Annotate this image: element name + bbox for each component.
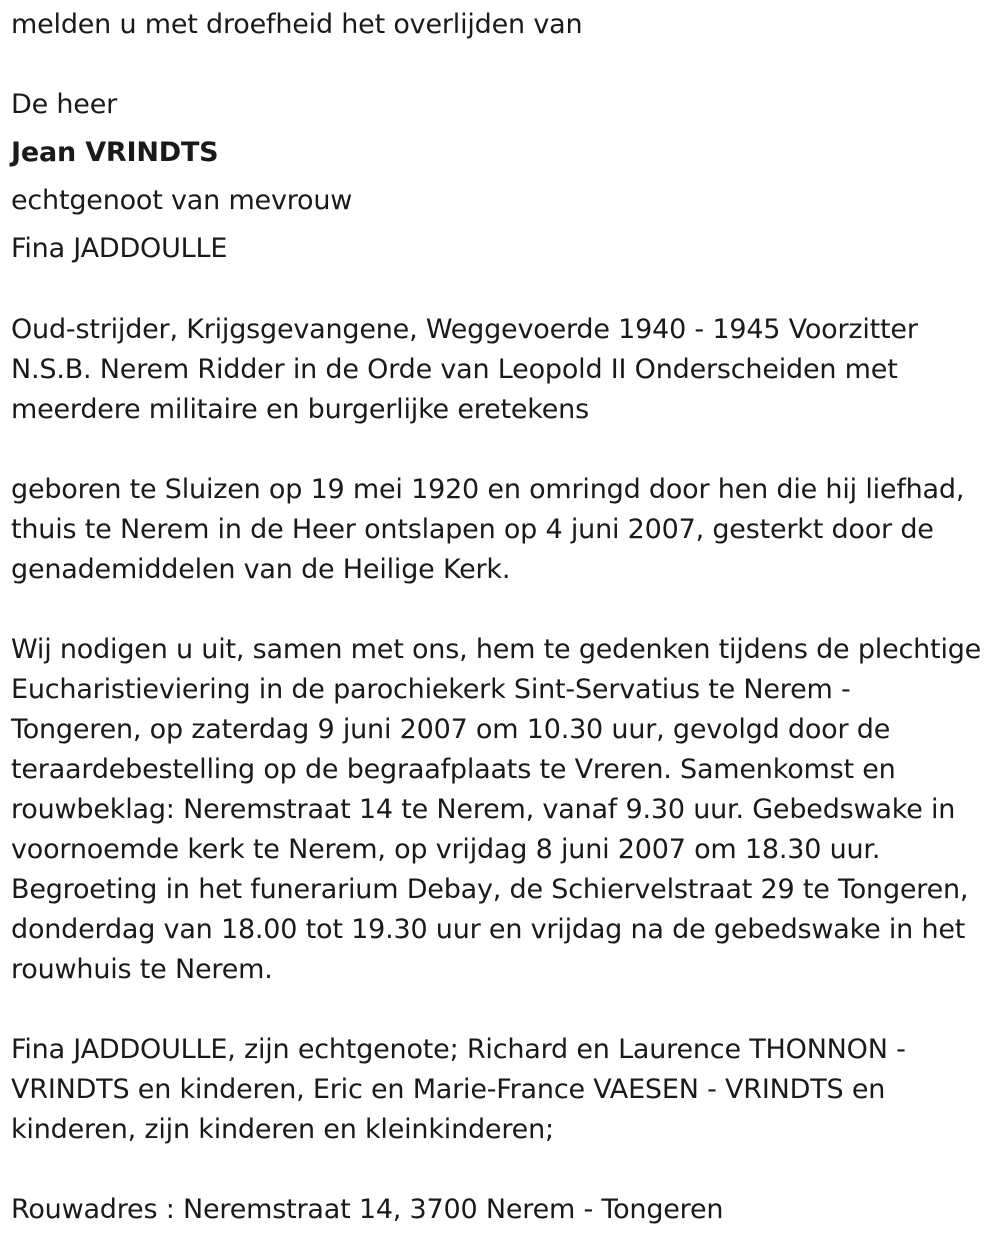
ceremony-line: donderdag van 18.00 tot 19.30 uur en vrijdag na de gebedswake in het <box>11 914 966 945</box>
intro-text: melden u met droefheid het overlijden van <box>11 9 583 40</box>
titles-paragraph <box>11 310 980 430</box>
titles-line: N.S.B. Nerem Ridder in de Orde van Leopold II Onderscheiden met <box>11 354 898 385</box>
birth-death-paragraph <box>11 470 980 590</box>
birth-death-line: geboren te Sluizen op 19 mei 1920 en omringd door hen die hij liefhad, <box>11 474 965 505</box>
family-paragraph <box>11 1030 980 1150</box>
ceremony-line: Begroeting in het funerarium Debay, de Schiervelstraat 29 te Tongeren, <box>11 874 969 905</box>
family-line: Fina JADDOULLE, zijn echtgenote; Richard en Laurence THONNON - <box>11 1034 906 1065</box>
birth-death-line: thuis te Nerem in de Heer ontslapen op 4 juni 2007, gesterkt door de <box>11 514 934 545</box>
family-line: kinderen, zijn kinderen en kleinkinderen; <box>11 1114 554 1145</box>
titles-line: Oud-strijder, Krijgsgevangene, Weggevoerde 1940 - 1945 Voorzitter <box>11 314 918 345</box>
ceremony-line: rouwhuis te Nerem. <box>11 954 273 985</box>
mourning-address: Rouwadres : Neremstraat 14, 3700 Nerem - Tongeren <box>11 1194 724 1225</box>
address-paragraph <box>11 1190 980 1230</box>
birth-death-line: genademiddelen van de Heilige Kerk. <box>11 554 511 585</box>
ceremony-line: Wij nodigen u uit, samen met ons, hem te gedenken tijdens de plechtige <box>11 634 982 665</box>
deceased-name: Jean VRINDTS <box>11 137 219 168</box>
ceremony-paragraph <box>11 630 980 990</box>
ceremony-line: Tongeren, op zaterdag 9 juni 2007 om 10.30 uur, gevolgd door de <box>11 714 891 745</box>
ceremony-line: voornoemde kerk te Nerem, op vrijdag 8 juni 2007 om 18.30 uur. <box>11 834 881 865</box>
salutation: De heer <box>11 89 118 120</box>
spouse-name: Fina JADDOULLE <box>11 233 228 264</box>
titles-line: meerdere militaire en burgerlijke eretekens <box>11 394 589 425</box>
ceremony-line: rouwbeklag: Neremstraat 14 te Nerem, vanaf 9.30 uur. Gebedswake in <box>11 794 956 825</box>
ceremony-line: teraardebestelling op de begraafplaats te Vreren. Samenkomst en <box>11 754 896 785</box>
family-line: VRINDTS en kinderen, Eric en Marie-France VAESEN - VRINDTS en <box>11 1074 886 1105</box>
ceremony-line: Eucharistieviering in de parochiekerk Sint-Servatius te Nerem - <box>11 674 851 705</box>
spouse-label: echtgenoot van mevrouw <box>11 185 353 216</box>
